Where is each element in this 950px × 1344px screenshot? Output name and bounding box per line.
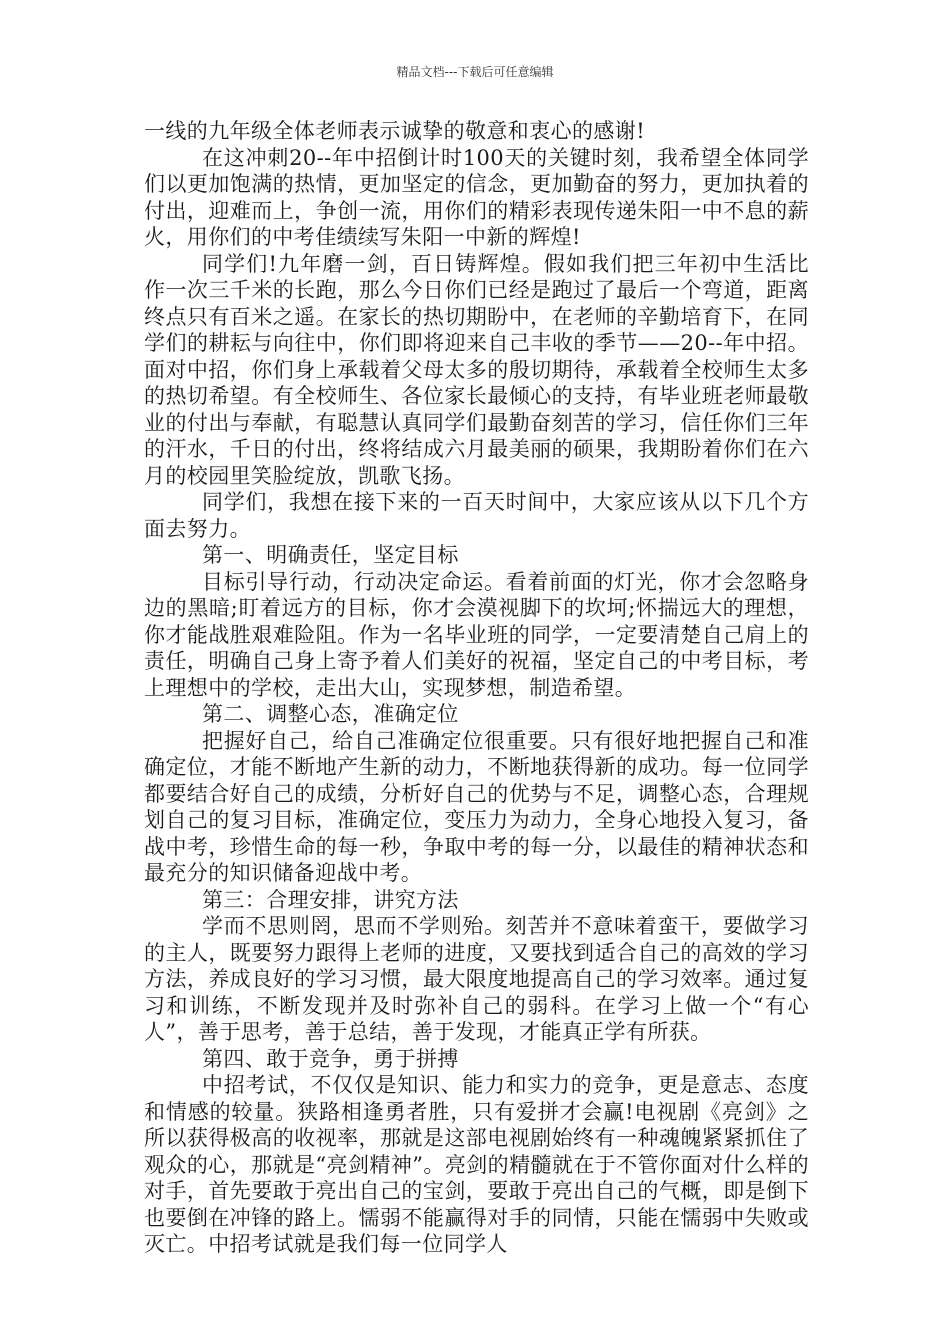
- paragraph-1: 一线的九年级全体老师表示诚挚的敬意和衷心的感谢!: [144, 119, 646, 143]
- document-body: [144, 118, 809, 1258]
- paragraph-2: 在这冲刺20--年中招倒计时100天的关键时刻，我希望全体同学们以更加饱满的热情，更加坚定的信念，更加勤奋的努力，更加执着的付出，迎难而上，争创一流，用你们的精彩表现传递朱阳一中不息的薪火，用你们的中考佳绩续写朱阳一中新的辉煌!: [144, 145, 809, 249]
- section-heading-3: 第三：合理安排，讲究方法: [202, 887, 459, 912]
- paragraph-4: 同学们，我想在接下来的一百天时间中，大家应该从以下几个方面去努力。: [144, 490, 809, 541]
- paragraph-6: 把握好自己，给自己准确定位很重要。只有很好地把握自己和准确定位，才能不断地产生新的动力，不断地获得新的成功。每一位同学都要结合好自己的成绩，分析好自己的优势与不足，调整心态，合理规划自己的复习目标，准确定位，变压力为动力，全身心地投入复习，备战中考，珍惜生命的每一秒，争取中考的每一分，以最佳的精神状态和最充分的知识储备迎战中考。: [144, 728, 809, 885]
- section-heading-4: 第四、敢于竞争，勇于拼搏: [202, 1046, 459, 1071]
- section-heading-1: 第一、明确责任，坚定目标: [202, 543, 459, 567]
- section-heading-2: 第二、调整心态，准确定位: [202, 702, 459, 726]
- paragraph-5: 目标引导行动，行动决定命运。看着前面的灯光，你才会忽略身边的黑暗;盯着远方的目标，你才会漠视脚下的坎坷;怀揣远大的理想，你才能战胜艰难险阻。作为一名毕业班的同学，一定要清楚自己肩上的责任，明确自己身上寄予着人们美好的祝福，坚定自己的中考目标，考上理想中的学校，走出大山，实现梦想，制造希望。: [144, 569, 809, 700]
- paragraph-7: 学而不思则罔，思而不学则殆。刻苦并不意味着蛮干，要做学习的主人，既要努力跟得上老师的进度，又要找到适合自己的高效的学习方法，养成良好的学习习惯，最大限度地提高自己的学习效率。通过复习和训练，不断发现并及时弥补自己的弱科。在学习上做一个“有心人”，善于思考，善于总结，善于发现，才能真正学有所获。: [144, 914, 809, 1044]
- paragraph-8: 中招考试，不仅仅是知识、能力和实力的竞争，更是意志、态度和情感的较量。狭路相逢勇者胜，只有爱拼才会赢!电视剧《亮剑》之所以获得极高的收视率，那就是这部电视剧始终有一种魂魄紧紧抓住了观众的心，那就是“亮剑精神”。亮剑的精髓就在于不管你面对什么样的对手，首先要敢于亮出自己的宝剑，要敢于亮出自己的气概，即是倒下也要倒在冲锋的路上。懦弱不能赢得对手的同情，只能在懦弱中失败或灭亡。中招考试就是我们每一位同学人: [144, 1073, 809, 1256]
- paragraph-3: 同学们!九年磨一剑，百日铸辉煌。假如我们把三年初中生活比作一次三千米的长跑，那么今日你们已经是跑过了最后一个弯道，距离终点只有百米之遥。在家长的热切期盼中，在老师的辛勤培育下，在同学们的耕耘与向往中，你们即将迎来自己丰收的季节——20--年中招。面对中招，你们身上承载着父母太多的殷切期待，承载着全校师生太多的热切希望。有全校师生、各位家长最倾心的支持，有毕业班老师最敬业的付出与奉献，有聪慧认真同学们最勤奋刻苦的学习，信任你们三年的汗水，千日的付出，终将结成六月最美丽的硕果，我期盼着你们在六月的校园里笑脸绽放，凯歌飞扬。: [144, 251, 809, 488]
- page-header: 精品文档---下载后可任意编辑: [396, 65, 554, 79]
